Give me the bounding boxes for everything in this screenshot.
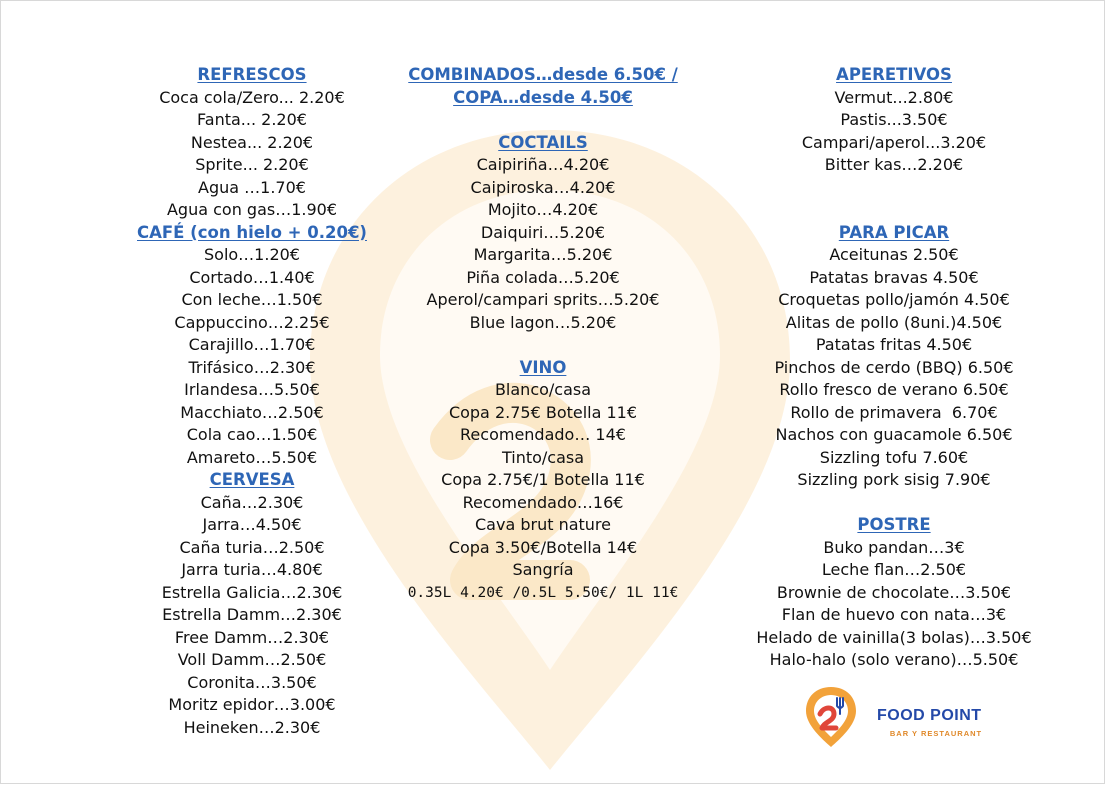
menu-item: Coronita…3.50€ [187, 672, 317, 692]
section-title-coctails: COCTAILS [498, 132, 588, 152]
menu-item: Patatas bravas 4.50€ [809, 267, 979, 287]
menu-item: Blue lagon…5.20€ [469, 312, 617, 332]
section-para-picar-items [694, 244, 1094, 492]
menu-item: Recomendado… 14€ [460, 425, 626, 444]
section-title-refrescos: REFRESCOS [197, 65, 307, 84]
menu-item: Estrella Galicia…2.30€ [161, 582, 343, 602]
menu-item: Brownie de chocolate…3.50€ [776, 582, 1012, 602]
menu-item: Heineken…2.30€ [183, 717, 321, 737]
menu-item: Alitas de pollo (8uni.)4.50€ [785, 312, 1003, 332]
spacer [343, 334, 743, 357]
menu-item: Nachos con guacamole 6.50€ [775, 425, 1013, 444]
menu-item: Jarra turia…4.80€ [181, 560, 323, 579]
spacer [694, 492, 1094, 515]
menu-item: Estrella Damm…2.30€ [162, 605, 342, 624]
section-title-para-picar: PARA PICAR [838, 222, 950, 242]
menu-item: Copa 3.50€/Botella 14€ [448, 537, 638, 557]
menu-item: Daiquiri…5.20€ [480, 222, 606, 242]
menu-item: Trifásico…2.30€ [188, 357, 316, 377]
menu-item: Patatas fritas 4.50€ [815, 335, 973, 354]
menu-item: Carajillo…1.70€ [188, 335, 316, 354]
menu-item: Mojito…4.20€ [487, 200, 599, 219]
menu-item: Campari/aperol...3.20€ [801, 132, 987, 152]
menu-item: Agua …1.70€ [198, 177, 306, 197]
section-vino-items [343, 379, 743, 604]
menu-item: Coca cola/Zero... 2.20€ [159, 87, 345, 107]
menu-item: Pastis...3.50€ [840, 110, 948, 129]
menu-item: Copa 2.75€/1 Botella 11€ [441, 470, 645, 489]
menu-item: Blanco/casa [494, 380, 592, 399]
menu-column-right [694, 64, 1094, 672]
menu-item: Leche flan…2.50€ [821, 560, 967, 579]
menu-item: Fanta... 2.20€ [197, 110, 307, 129]
section-postre-items [694, 537, 1094, 672]
menu-item: Amareto…5.50€ [186, 447, 318, 467]
menu-item: Voll Damm…2.50€ [177, 650, 327, 669]
menu-item-sangria-prices: 0.35L 4.20€ /0.5L 5.50€/ 1L 11€ [407, 584, 679, 601]
section-title-postre: POSTRE [857, 515, 931, 534]
menu-item: Macchiato…2.50€ [180, 402, 324, 422]
section-title-vino: VINO [519, 357, 567, 377]
menu-item: Recomendado…16€ [462, 492, 624, 512]
menu-item: Rollo de primavera 6.70€ [790, 402, 998, 422]
menu-item: Sangría [512, 560, 574, 579]
menu-item: Free Damm…2.30€ [174, 627, 330, 647]
menu-item: Caña turia…2.50€ [179, 537, 325, 557]
menu-item: Caipiroska…4.20€ [470, 177, 616, 197]
menu-item: Moritz epidor…3.00€ [168, 695, 336, 714]
menu-item: Cortado…1.40€ [189, 267, 315, 287]
section-aperetivos-items [694, 87, 1094, 177]
logo-name: FOOD POINT [877, 707, 982, 724]
menu-item: Rollo fresco de verano 6.50€ [779, 380, 1009, 399]
spacer [694, 199, 1094, 222]
menu-item: Aperol/campari sprits…5.20€ [426, 290, 660, 309]
menu-item: Bitter kas…2.20€ [824, 155, 964, 174]
section-title-cervesa: CERVESA [209, 470, 295, 489]
menu-item: Helado de vainilla(3 bolas)…3.50€ [756, 627, 1032, 647]
spacer [343, 109, 743, 132]
menu-item: Agua con gas…1.90€ [166, 200, 338, 219]
section-title-copa: COPA…desde 4.50€ [453, 87, 633, 107]
menu-column-middle [343, 64, 743, 604]
food-point-logo [800, 684, 1030, 754]
menu-item: Sizzling pork sisig 7.90€ [797, 470, 991, 489]
menu-item: Croquetas pollo/jamón 4.50€ [778, 290, 1010, 309]
section-title-cafe: CAFÉ (con hielo + 0.20€) [137, 222, 367, 242]
section-title-aperetivos: APERETIVOS [836, 65, 952, 84]
menu-item: Caña…2.30€ [200, 492, 304, 512]
menu-item: Irlandesa…5.50€ [184, 380, 320, 399]
menu-item: Cola cao…1.50€ [186, 425, 318, 444]
section-coctails-items [343, 154, 743, 334]
menu-item: Cava brut nature [475, 515, 611, 534]
menu-item: Cappuccino…2.25€ [174, 312, 330, 332]
menu-item: Jarra…4.50€ [202, 515, 302, 534]
menu-item: Aceitunas 2.50€ [829, 245, 959, 264]
menu-item: Vermut...2.80€ [834, 87, 954, 107]
menu-item: Flan de huevo con nata…3€ [781, 605, 1007, 624]
menu-item: Caipiriña…4.20€ [476, 155, 610, 174]
menu-item: Buko pandan…3€ [823, 537, 965, 557]
menu-item: Sizzling tofu 7.60€ [819, 447, 969, 467]
menu-item: Copa 2.75€ Botella 11€ [448, 402, 638, 422]
menu-item: Solo…1.20€ [204, 245, 300, 264]
menu-item: Con leche…1.50€ [181, 290, 323, 309]
menu-item: Pinchos de cerdo (BBQ) 6.50€ [774, 357, 1014, 377]
menu-item: Sprite... 2.20€ [195, 155, 309, 174]
section-title-combinados: COMBINADOS…desde 6.50€ / [408, 65, 678, 84]
menu-item: Margarita…5.20€ [473, 245, 613, 264]
menu-item: Tinto/casa [501, 447, 585, 467]
menu-item: Nestea... 2.20€ [190, 132, 314, 152]
spacer [694, 177, 1094, 200]
menu-item: Halo-halo (solo verano)…5.50€ [769, 650, 1019, 669]
map-pin-fork-icon [800, 684, 862, 750]
menu-item: Piña colada…5.20€ [466, 267, 620, 287]
logo-subtitle: BAR Y RESTAURANT [889, 729, 983, 738]
